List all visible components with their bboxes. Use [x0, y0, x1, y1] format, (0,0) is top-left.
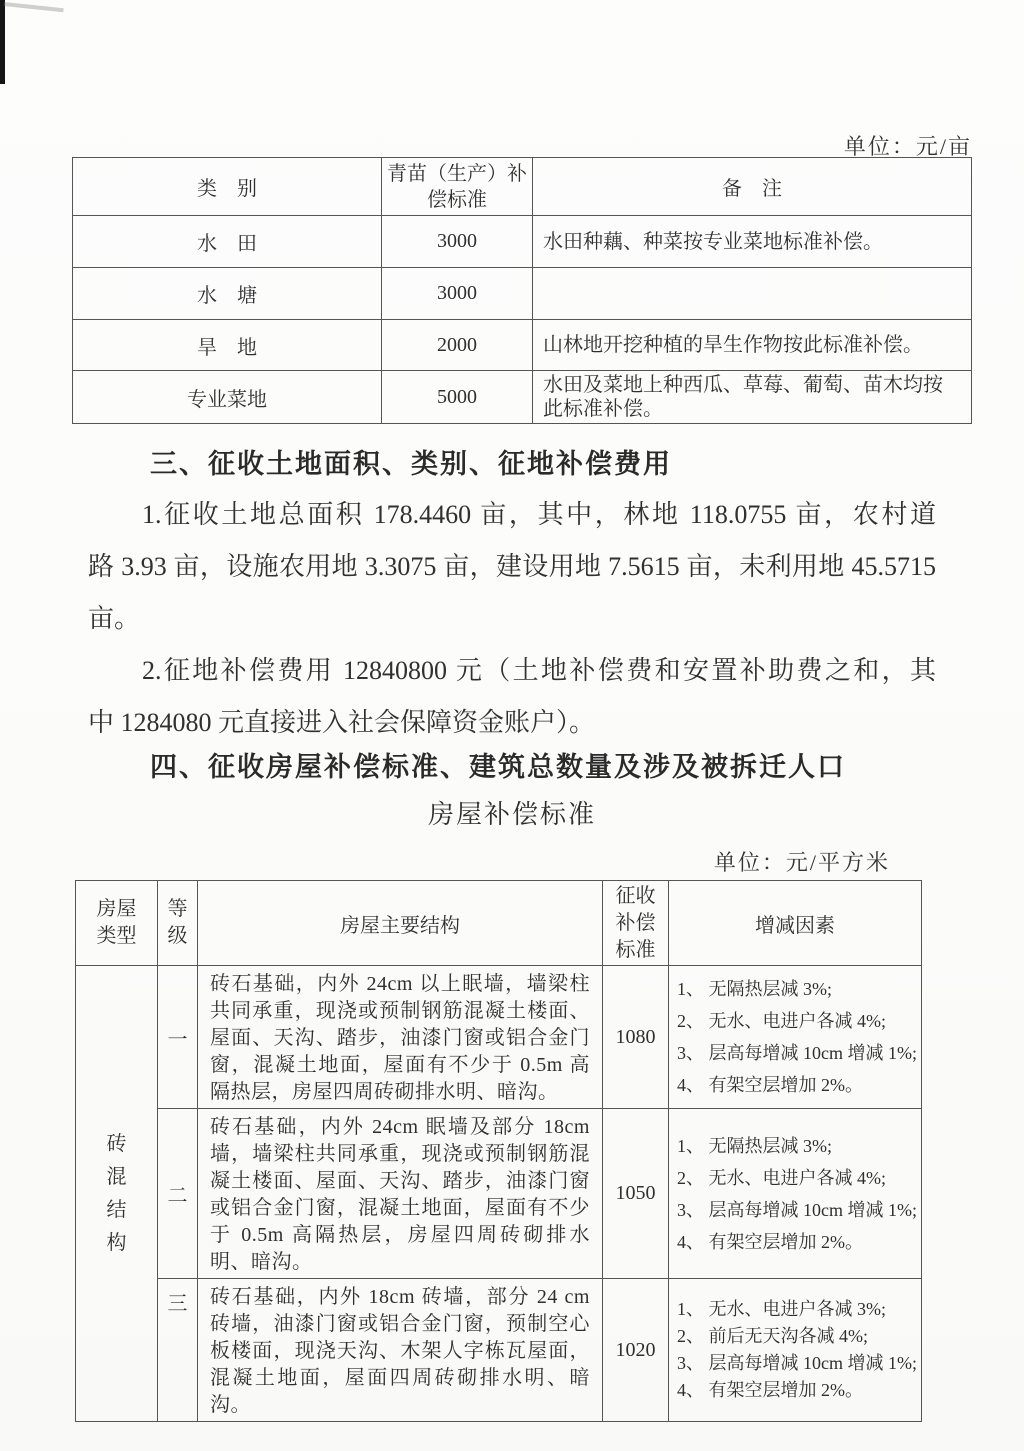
house-grade: 三 [158, 1279, 198, 1422]
crop-header-standard [382, 158, 533, 216]
crop-compensation-table [72, 157, 972, 424]
house-structure: 砖石基础，内外 24cm 以上眠墙，墙梁柱共同承重，现浇或预制钢筋混凝土楼面、屋面、天沟、踏步，油漆门窗或铝合金门窗，混凝土地面，屋面有不少于 0.5m 高隔热层，房屋四周砖砌排水明、暗沟。 [198, 966, 603, 1109]
house-header-grade [158, 881, 198, 966]
house-structure: 砖石基础，内外 18cm 砖墙，部分 24 cm 砖墙，油漆门窗或铝合金门窗，预制空心板楼面，现浇天沟、木架人字栋瓦屋面，混凝土地面，屋面四周砖砌排水明、暗沟。 [198, 1279, 603, 1422]
house-header-standard-text: 征收补偿标准 [615, 884, 656, 961]
scan-artifact-smudge [4, 2, 64, 12]
factor-line: 3、 层高每增减 10cm 增减 1%; [677, 1043, 917, 1063]
crop-remark: 水田及菜地上种西瓜、草莓、葡萄、苗木均按此标准补偿。 [533, 371, 972, 424]
factor-line: 3、 层高每增减 10cm 增减 1%; [677, 1199, 917, 1220]
house-header-standard [603, 881, 669, 966]
crop-category: 专业菜地 [73, 371, 382, 424]
table-row [76, 1109, 922, 1279]
house-standard: 1050 [603, 1109, 669, 1279]
house-grade: 一 [158, 966, 198, 1109]
house-factors [669, 1279, 922, 1422]
paragraph-line: 中 1284080 元直接进入社会保障资金账户）。 [88, 708, 596, 737]
crop-category: 旱 地 [73, 320, 382, 371]
unit-label-yuan-per-sqm: 单位：元/平方米 [713, 850, 890, 875]
factor-line: 1、 无隔热层减 3%; [677, 979, 832, 999]
section-3-paragraph-1 [88, 489, 936, 645]
crop-category: 水 田 [73, 216, 382, 268]
house-header-structure: 房屋主要结构 [198, 881, 603, 966]
house-standard: 1020 [603, 1279, 669, 1422]
house-header-type [76, 881, 158, 966]
house-factors [669, 1109, 922, 1279]
crop-category: 水 塘 [73, 268, 382, 320]
crop-table-header-row [73, 158, 972, 216]
table-row [73, 371, 972, 424]
house-structure: 砖石基础，内外 24cm 眠墙及部分 18cm 墙，墙梁柱共同承重，现浇或预制钢筋混凝土楼面、屋面、天沟、踏步，油漆门窗或铝合金门窗，混凝土地面，屋面有不少于 0.5m 高隔热层，房屋四周砖砌排水明、暗沟。 [198, 1109, 603, 1279]
crop-remark: 山林地开挖种植的旱生作物按此标准补偿。 [533, 320, 972, 371]
section-3-heading: 三、征收土地面积、类别、征地补偿费用 [150, 449, 672, 479]
scan-artifact-mark [0, 0, 5, 84]
house-type-group-cell [76, 966, 158, 1422]
crop-remark: 水田种藕、种菜按专业菜地标准补偿。 [533, 216, 972, 268]
factor-line: 2、 无水、电进户各减 4%; [677, 1167, 886, 1188]
crop-standard: 3000 [382, 268, 533, 320]
crop-standard: 3000 [382, 216, 533, 268]
factor-line: 2、 前后无天沟各减 4%; [677, 1326, 868, 1346]
unit-label-yuan-per-mu: 单位：元/亩 [843, 134, 972, 159]
factor-line: 2、 无水、电进户各减 4%; [677, 1011, 886, 1031]
paragraph-line: 2.征地补偿费用 12840800 元（土地补偿费和安置补助费之和，其 [142, 656, 936, 685]
crop-header-standard-text: 青苗（生产）补偿标准 [387, 162, 527, 211]
factor-line: 1、 无水、电进户各减 3%; [677, 1299, 886, 1319]
paragraph-line: 1.征收土地总面积 178.4460 亩，其中，林地 118.0755 亩，农村道 [142, 500, 936, 529]
house-header-factors: 增减因素 [669, 881, 922, 966]
paragraph-line: 路 3.93 亩，设施农用地 3.3075 亩，建设用地 7.5615 亩，未利用地 45.5715 [88, 552, 936, 581]
factor-line: 3、 层高每增减 10cm 增减 1%; [677, 1353, 917, 1373]
crop-header-category: 类 别 [73, 158, 382, 216]
crop-remark [533, 268, 972, 320]
house-factors [669, 966, 922, 1109]
factor-line: 4、 有架空层增加 2%。 [677, 1075, 863, 1095]
house-header-type-text: 房屋类型 [96, 898, 137, 947]
house-table-subtitle: 房屋补偿标准 [427, 800, 596, 829]
crop-header-remark: 备 注 [533, 158, 972, 216]
section-4-heading: 四、征收房屋补偿标准、建筑总数量及涉及被拆迁人口 [150, 752, 846, 782]
crop-standard: 2000 [382, 320, 533, 371]
house-standard: 1080 [603, 966, 669, 1109]
house-table-header-row [76, 881, 922, 966]
house-type-group-label: 砖混结构 [106, 1132, 127, 1254]
factor-line: 1、 无隔热层减 3%; [677, 1135, 832, 1156]
table-row [76, 966, 922, 1109]
table-row [73, 320, 972, 371]
section-3-paragraph-2 [88, 645, 936, 749]
paragraph-line: 亩。 [88, 604, 141, 633]
factor-line: 4、 有架空层增加 2%。 [677, 1231, 863, 1252]
table-row [73, 216, 972, 268]
house-header-grade-text: 等级 [167, 898, 188, 947]
house-grade: 二 [158, 1109, 198, 1279]
crop-standard: 5000 [382, 371, 533, 424]
table-row [76, 1279, 922, 1422]
table-row [73, 268, 972, 320]
factor-line: 4、 有架空层增加 2%。 [677, 1380, 863, 1400]
house-compensation-table [75, 880, 922, 1422]
